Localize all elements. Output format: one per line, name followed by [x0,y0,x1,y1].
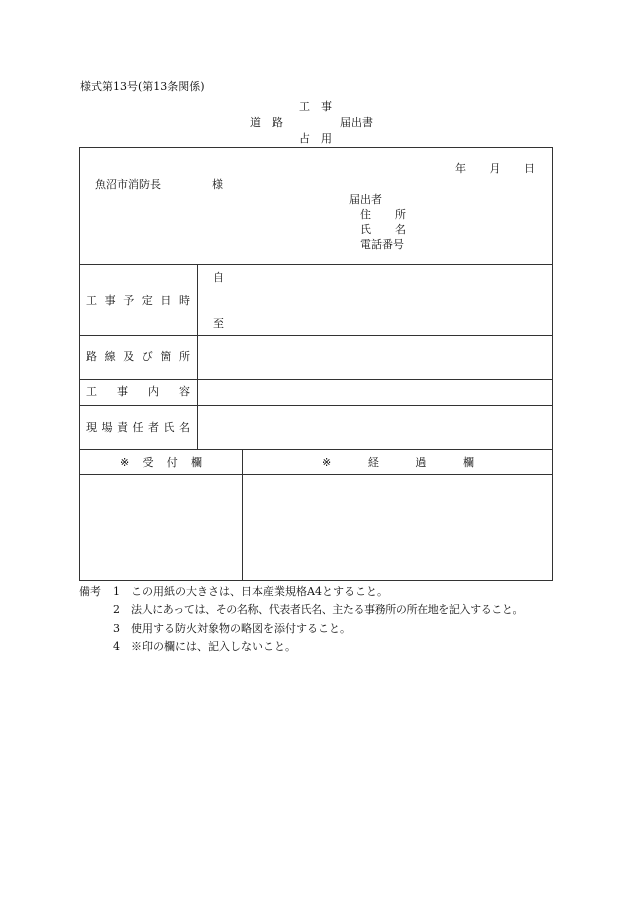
content-label: 工 事 内 容 [86,385,190,398]
note-text: ※印の欄には、記入しないこと。 [131,640,296,653]
addressee: 魚沼市消防長 [95,178,161,191]
reception-header: ※ 受 付 欄 [120,456,202,469]
row-divider [79,335,553,336]
note-number: 2 [113,603,120,616]
form-number: 様式第13号(第13条関係) [80,80,205,93]
note-text: この用紙の大きさは、日本産業規格A4とすること。 [131,585,388,598]
row-divider [79,449,553,450]
name-label: 氏 名 [360,223,406,236]
date-year-label: 年 [455,162,466,175]
supervisor-label: 現 場 責 任 者 氏 名 [86,421,190,434]
note-number: 1 [113,585,120,598]
progress-header: ※ 経 過 欄 [322,456,474,469]
note-text: 使用する防火対象物の略図を添付すること。 [131,622,351,635]
supervisor-field[interactable] [199,407,550,447]
progress-field [244,476,551,579]
note-number: 4 [113,640,120,653]
honorific: 様 [212,178,223,191]
title-road: 道 路 [250,116,283,129]
row-divider [79,264,553,265]
reception-field [81,476,240,579]
row-divider [79,405,553,406]
note-number: 3 [113,622,120,635]
label-column-divider [197,264,198,449]
title-notification: 届出書 [340,116,373,129]
date-day-label: 日 [524,162,535,175]
title-occupancy: 占 用 [299,132,332,145]
phone-label: 電話番号 [360,238,404,251]
note-text: 法人にあっては、その名称、代表者氏名、主たる事務所の所在地を記入すること。 [131,603,524,616]
applicant-label: 届出者 [349,193,382,206]
address-label: 住 所 [360,208,406,221]
schedule-label: 工 事 予 定 日 時 [86,294,190,307]
row-divider [79,474,553,475]
content-field[interactable] [199,381,550,403]
title-construction: 工 事 [299,100,332,113]
schedule-from-label: 自 [213,271,224,284]
route-field[interactable] [199,337,550,377]
notes-heading: 備考 [79,585,101,598]
bottom-column-divider [242,449,243,581]
date-line [455,162,535,175]
route-label: 路 線 及 び 箇 所 [86,350,190,363]
date-month-label: 月 [489,162,501,175]
schedule-field[interactable] [230,266,550,332]
schedule-to-label: 至 [213,317,224,330]
row-divider [79,379,553,380]
